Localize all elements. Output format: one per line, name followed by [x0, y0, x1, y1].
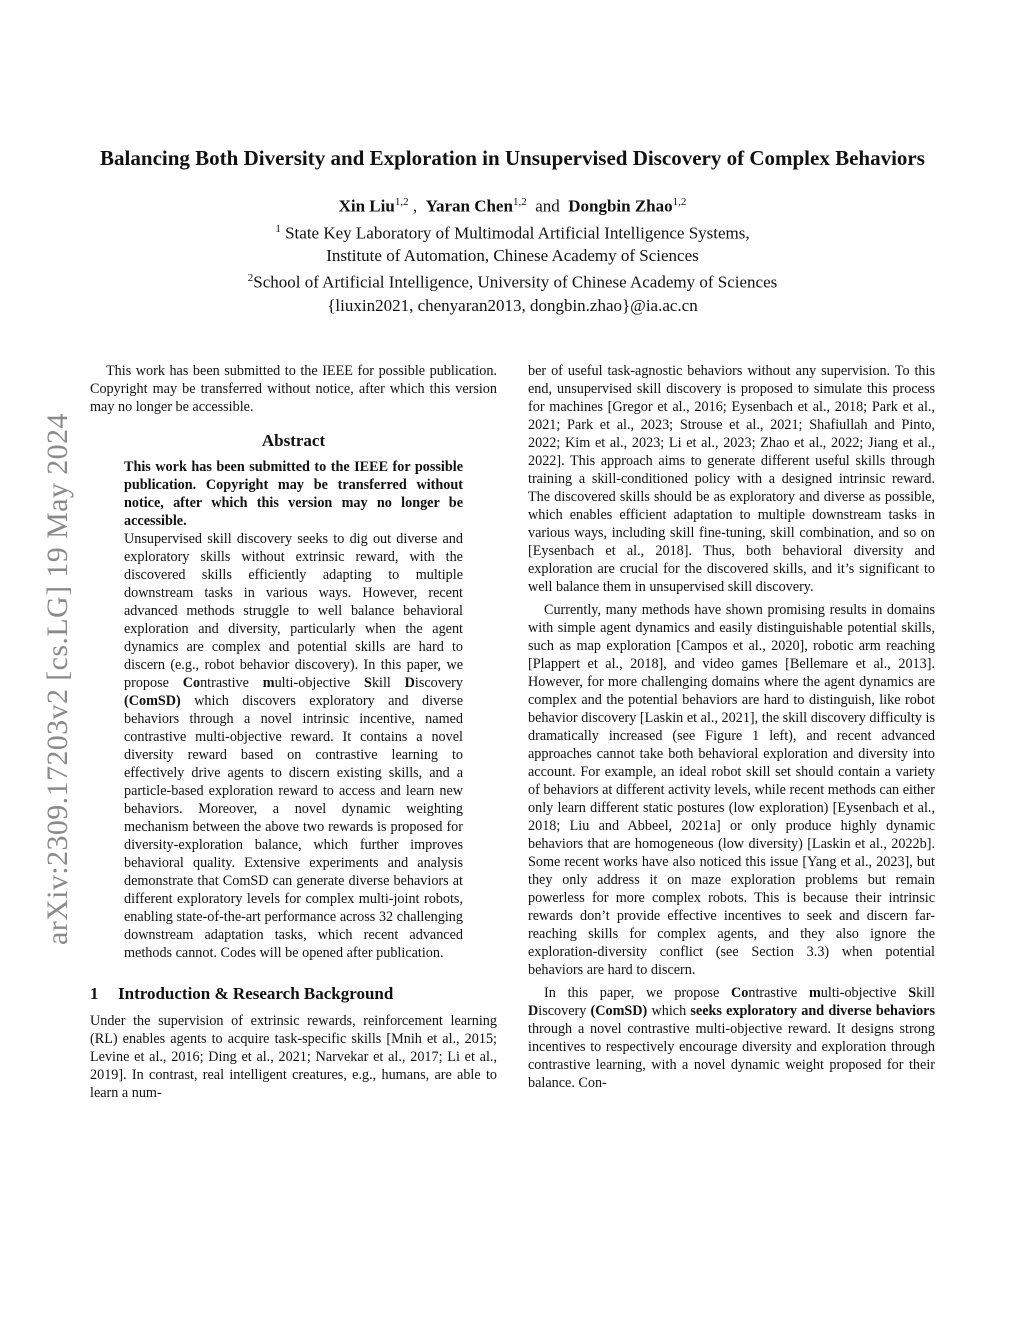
intro-paragraph: Under the supervision of extrinsic rewards, reinforcement learning (RL) enables agents to acquire task-specific skills [Mnih et al., 2015; Levine et al., 2016; Ding et al., 2021; Narvekar et al., 2017; Li et al., 2019]. In contrast, real intelligent creatures, e.g., humans, are able to learn a num-: [90, 1013, 497, 1101]
method-word: iscovery: [538, 1003, 591, 1019]
abstract-bold-notice: This work has been submitted to the IEEE for possible publication. Copyright may be transferred without notice, after which this version may no longer be accessible.: [124, 459, 463, 529]
abstract: [124, 458, 463, 962]
method-word: iscovery: [414, 675, 463, 691]
method-acronym: (ComSD): [590, 1003, 648, 1019]
method-word: ntrastive: [748, 985, 809, 1001]
author-name: Yaran Chen: [425, 196, 513, 216]
paper-header: [90, 145, 935, 317]
method-acronym: (ComSD): [124, 693, 181, 709]
abstract-text: which discovers exploratory and diverse behaviors through a novel intrinsic incentive, named contrastive multi-objective reward. It contains a novel diversity reward based on contrastive learning to effectively drive agents to discern existing skills, and a particle-based exploration reward to access and learn new behaviors. Moreover, a novel dynamic weighting mechanism between the above two rewards is proposed for diversity-exploration balance, which further improves behavioral quality. Extensive experiments and analysis demonstrate that ComSD can generate diverse behaviors at different exploratory levels for complex multi-joint robots, enabling state-of-the-art performance across 32 challenging downstream adaptation tasks, which recent advanced methods cannot. Codes will be opened after publication.: [124, 693, 463, 961]
author-affiliation-sup: 1,2: [394, 196, 409, 208]
arxiv-identifier-stamp: [36, 345, 80, 945]
section-number: 1: [90, 984, 99, 1003]
right-column: [528, 362, 935, 1092]
author-affiliation-sup: 1,2: [512, 196, 527, 208]
affiliation-sup: 2: [247, 272, 254, 285]
method-initial: D: [404, 675, 415, 691]
method-initial: m: [262, 675, 275, 691]
author-name: Xin Liu: [338, 196, 395, 216]
author-separator: ,: [408, 196, 426, 216]
body-bold-text: seeks exploratory and diverse behaviors: [690, 1003, 935, 1019]
method-word: ntrastive: [200, 675, 263, 691]
body-text: through a novel contrastive multi-objective reward. It designs strong incentives to respectively encourage diversity and exploration through contrastive learning, with a novel dynamic weight proposed for their balance. Con-: [528, 1021, 935, 1091]
method-initial: Co: [182, 675, 201, 691]
author-name: Dongbin Zhao: [568, 196, 673, 216]
method-initial: S: [908, 985, 917, 1001]
arxiv-identifier-text: arXiv:2309.17203v2 [cs.LG] 19 May 2024: [41, 413, 74, 945]
affiliation-sup: 1: [275, 222, 281, 235]
body-text: In this paper, we propose: [544, 985, 732, 1001]
affiliation-line: [90, 218, 935, 245]
abstract-heading: Abstract: [261, 431, 326, 450]
author-list: [90, 191, 935, 218]
affiliation-line: [90, 244, 935, 267]
method-initial: Co: [731, 985, 749, 1001]
paper-title: Balancing Both Diversity and Exploration in Unsupervised Discovery of Complex Behaviors: [100, 146, 925, 170]
affiliation-text: State Key Laboratory of Multimodal Artificial Intelligence Systems,: [280, 223, 750, 243]
body-paragraph: ber of useful task-agnostic behaviors without any supervision. To this end, unsupervised skill discovery is proposed to simulate this process for machines [Gregor et al., 2016; Eysenbach et al., 2018; Park et al., 2021; Park et al., 2023; Strouse et al., 2021; Shafiullah and Pinto, 2022; Kim et al., 2023; Li et al., 2023; Zhao et al., 2022; Jiang et al., 2022]. This approach aims to generate different useful skills through training a skill-conditioned policy with a designed intrinsic reward. The discovered skills should be as exploratory and diverse as possible, which enables efficient adaptation to multiple downstream tasks in various ways, including skill fine-tuning, skill combination, and so on [Eysenbach et al., 2018]. Thus, both behavioral diversity and exploration are crucial for the discovered skills, and it’s significant to well balance them in unsupervised skill discovery.: [528, 363, 935, 595]
left-column: [90, 362, 497, 1102]
method-initial: S: [364, 675, 372, 691]
section-title: Introduction & Research Background: [118, 984, 394, 1003]
body-paragraph: Currently, many methods have shown promising results in domains with simple agent dynamics and easily distinguishable potential skills, such as map exploration [Campos et al., 2020], robotic arm reaching [Plappert et al., 2018], and video games [Bellemare et al., 2013]. However, for more challenging domains where the agent dynamics are complex and the potential behaviors are hard to distinguish, like robot behavior discovery [Laskin et al., 2021], the skill discovery difficulty is dramatically increased (see Figure 1 left), and recent advanced approaches cannot take both behavioral exploration and diversity into account. For example, an ideal robot skill set should contain a variety of behaviors at different activity levels, while recent methods can either only learn different static postures (low exploration) [Eysenbach et al., 2018; Liu and Abbeel, 2021a] or only produce highly dynamic behaviors that are homogeneous (low diversity) [Laskin et al., 2022b]. Some recent works have also noticed this issue [Yang et al., 2023], but they only address it on maze exploration problems but remain powerless for more complex robots. This is because their intrinsic rewards don’t provide effective incentives to seek and discern far-reaching skills for complex agents, and they also ignore the exploration-diversity conflict (see Section 3.3) when potential behaviors are hard to discern.: [528, 602, 935, 978]
body-paragraph: [528, 984, 935, 1092]
author-emails: [90, 294, 935, 317]
abstract-body: [124, 530, 463, 962]
method-word: kill: [371, 675, 405, 691]
affiliation-line: [90, 267, 935, 294]
body-text: which: [647, 1003, 691, 1019]
affiliation-text: School of Artificial Intelligence, University of Chinese Academy of Sciences: [253, 272, 778, 292]
section-heading: [90, 984, 497, 1004]
method-word: ulti-objective: [274, 675, 365, 691]
author-separator: and: [526, 196, 569, 216]
method-word: ulti-objective: [820, 985, 909, 1001]
email-text: {liuxin2021, chenyaran2013, dongbin.zhao}@ia.ac.cn: [327, 295, 698, 315]
method-word: kill: [916, 985, 935, 1001]
method-initial: D: [528, 1003, 539, 1019]
method-initial: m: [808, 985, 821, 1001]
ieee-notice: This work has been submitted to the IEEE for possible publication. Copyright may be transferred without notice, after which this version may no longer be accessible.: [90, 363, 497, 415]
affiliation-text: Institute of Automation, Chinese Academy of Sciences: [326, 246, 699, 266]
abstract-text: Unsupervised skill discovery seeks to dig out diverse and exploratory skills without extrinsic reward, with the discovered skills efficiently adapting to multiple downstream tasks in various ways. However, recent advanced methods struggle to well balance behavioral exploration and diversity, particularly when the agent dynamics are complex and potential skills are hard to discern (e.g., robot behavior discovery). In this paper, we propose: [124, 531, 463, 691]
author-affiliation-sup: 1,2: [672, 196, 687, 208]
